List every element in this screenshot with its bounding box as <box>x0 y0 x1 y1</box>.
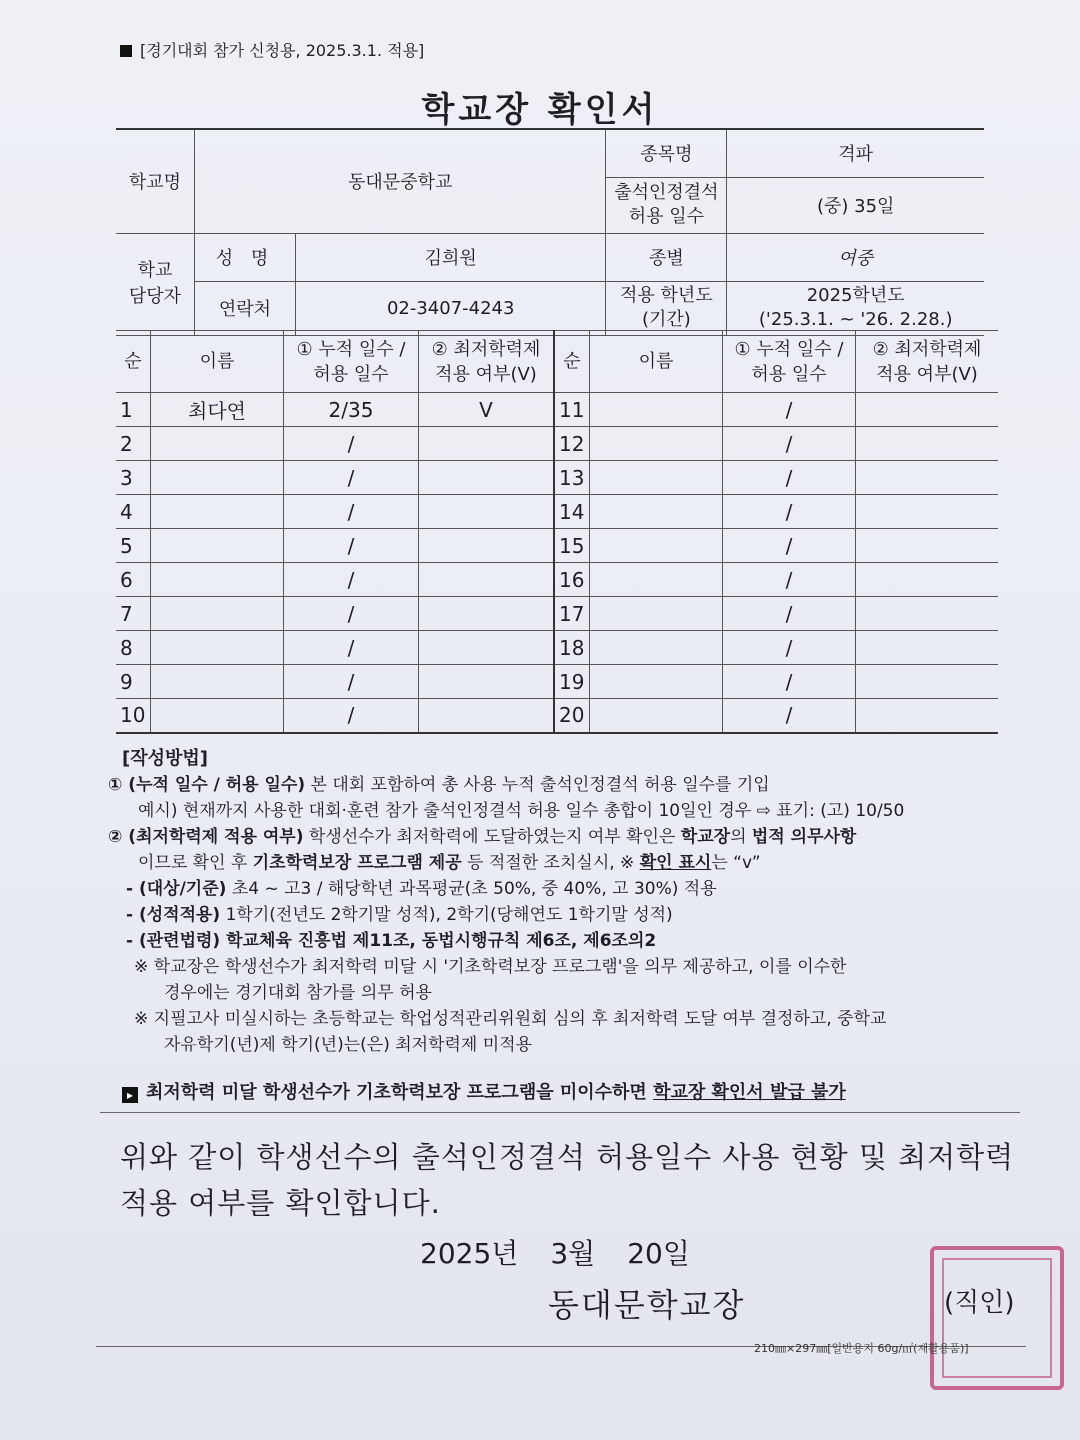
min-standard-cell: V <box>419 393 555 427</box>
year-label: 적용 학년도 (기간) <box>606 281 727 335</box>
days-cell: / <box>723 461 856 495</box>
name-cell <box>590 393 723 427</box>
days-cell: / <box>723 529 856 563</box>
days-cell: / <box>723 495 856 529</box>
roster-table <box>116 330 998 734</box>
category-label: 종별 <box>606 233 727 281</box>
min-standard-cell <box>856 427 999 461</box>
seq-cell: 13 <box>554 461 590 495</box>
note-2-line2: 자유학기(년)제 학기(년)는(은) 최저학력제 미적용 <box>164 1035 533 1055</box>
event-label: 종목명 <box>606 129 727 177</box>
signer-name: 동대문학교장 <box>548 1286 746 1324</box>
min-standard-cell <box>419 563 555 597</box>
min-standard-cell <box>856 529 999 563</box>
seq-cell: 8 <box>116 631 151 665</box>
min-standard-cell <box>856 699 999 733</box>
seq-cell: 6 <box>116 563 151 597</box>
info-table <box>116 128 984 336</box>
event-value: 격파 <box>727 129 984 177</box>
contact-label: 연락처 <box>195 281 296 335</box>
name-header: 이름 <box>151 331 284 393</box>
name-cell <box>590 665 723 699</box>
arrow-box-icon: ▸ <box>122 1087 138 1103</box>
table-row <box>116 699 998 733</box>
min-standard-cell <box>856 563 999 597</box>
min-standard-header: ② 최저학력제 적용 여부(V) <box>419 331 555 393</box>
seq-cell: 18 <box>554 631 590 665</box>
seq-header: 순 <box>116 331 151 393</box>
seq-header: 순 <box>554 331 590 393</box>
name-cell <box>151 665 284 699</box>
seq-cell: 15 <box>554 529 590 563</box>
instruction-laws: - (관련법령) 학교체육 진흥법 제11조, 동법시행규칙 제6조, 제6조의2 <box>126 931 657 951</box>
days-cell: / <box>723 563 856 597</box>
name-cell <box>590 699 723 733</box>
name-cell <box>151 631 284 665</box>
min-standard-cell <box>856 631 999 665</box>
days-header: ① 누적 일수 / 허용 일수 <box>723 331 856 393</box>
name-header: 이름 <box>590 331 723 393</box>
table-row <box>116 631 998 665</box>
form-usage-note: [경기대회 참가 신청용, 2025.3.1. 적용] <box>120 38 424 61</box>
days-cell: / <box>284 631 419 665</box>
note-2: ※ 지필고사 미실시하는 초등학교는 학업성적관리위원회 심의 후 최저학력 도달 여부 결정하고, 중학교 <box>134 1009 887 1029</box>
allowed-days-label: 출석인정결석 허용 일수 <box>606 177 727 233</box>
days-header: ① 누적 일수 / 허용 일수 <box>284 331 419 393</box>
days-cell: / <box>284 529 419 563</box>
min-standard-cell <box>856 393 999 427</box>
instruction-2: ② (최저학력제 적용 여부) 학생선수가 최저학력에 도달하였는지 여부 확인은 학교장의 법적 의무사항 <box>108 827 857 847</box>
seq-cell: 12 <box>554 427 590 461</box>
days-cell: / <box>284 597 419 631</box>
instruction-grades: - (성적적용) 1학기(전년도 2학기말 성적), 2학기(당해연도 1학기말 성적) <box>126 905 673 925</box>
seq-cell: 20 <box>554 699 590 733</box>
seq-cell: 1 <box>116 393 151 427</box>
seq-cell: 9 <box>116 665 151 699</box>
seq-cell: 19 <box>554 665 590 699</box>
name-label: 성 명 <box>195 233 296 281</box>
paper-spec-footnote: 210㎜×297㎜[일반용지 60g/㎡(재활용품)] <box>754 1342 969 1355</box>
confirmation-statement: 위와 같이 학생선수의 출석인정결석 허용일수 사용 현황 및 최저학력 적용 여부를 확인합니다. <box>120 1140 1015 1220</box>
days-cell: / <box>723 699 856 733</box>
name-cell <box>151 529 284 563</box>
min-standard-cell <box>419 495 555 529</box>
writing-instructions <box>108 746 1028 1058</box>
seq-cell: 2 <box>116 427 151 461</box>
days-cell: / <box>723 631 856 665</box>
school-label: 학교명 <box>116 129 195 233</box>
seq-cell: 4 <box>116 495 151 529</box>
black-square-icon <box>120 45 132 57</box>
days-cell: / <box>284 699 419 733</box>
days-cell: / <box>284 563 419 597</box>
name-cell <box>590 427 723 461</box>
min-standard-cell <box>419 597 555 631</box>
category-value: 여중 <box>727 233 984 281</box>
name-cell: 최다연 <box>151 393 284 427</box>
name-cell <box>151 461 284 495</box>
name-cell <box>151 563 284 597</box>
instruction-1: ① (누적 일수 / 허용 일수) 본 대회 포함하여 총 사용 누적 출석인정결석 허용 일수를 기입 <box>108 775 770 795</box>
manager-label: 학교 담당자 <box>116 233 195 335</box>
min-standard-cell <box>419 631 555 665</box>
table-row <box>116 427 998 461</box>
seq-cell: 3 <box>116 461 151 495</box>
table-row <box>116 665 998 699</box>
seq-cell: 14 <box>554 495 590 529</box>
days-cell: / <box>723 393 856 427</box>
instruction-target: - (대상/기준) 초4 ~ 고3 / 해당학년 과목평균(초 50%, 중 40%, 고 30%) 적용 <box>126 879 717 899</box>
seq-cell: 7 <box>116 597 151 631</box>
seq-cell: 11 <box>554 393 590 427</box>
table-row <box>116 495 998 529</box>
seq-cell: 16 <box>554 563 590 597</box>
name-cell <box>151 597 284 631</box>
instruction-2-line2: 이므로 확인 후 기초학력보장 프로그램 제공 등 적절한 조치실시, ※ 확인 표시는 “v” <box>138 853 761 873</box>
seal-label: (직인) <box>944 1288 1015 1318</box>
min-standard-cell <box>856 461 999 495</box>
days-cell: / <box>723 665 856 699</box>
name-cell <box>151 699 284 733</box>
issue-date: 2025년 3월 20일 <box>420 1237 690 1270</box>
days-cell: / <box>284 461 419 495</box>
min-standard-cell <box>419 665 555 699</box>
min-standard-header: ② 최저학력제 적용 여부(V) <box>856 331 999 393</box>
days-cell: / <box>723 427 856 461</box>
divider <box>100 1112 1020 1113</box>
table-row <box>116 597 998 631</box>
days-cell: / <box>284 495 419 529</box>
issuance-notice: ▸ 최저학력 미달 학생선수가 기초학력보장 프로그램을 미이수하면 학교장 확인서 발급 불가 <box>122 1078 846 1104</box>
school-value: 동대문중학교 <box>195 129 606 233</box>
year-value: 2025학년도 ('25.3.1. ~ '26. 2.28.) <box>727 281 984 335</box>
min-standard-cell <box>856 495 999 529</box>
contact-value: 02-3407-4243 <box>296 281 606 335</box>
min-standard-cell <box>856 597 999 631</box>
table-row <box>116 529 998 563</box>
note-1: ※ 학교장은 학생선수가 최저학력 미달 시 '기초학력보장 프로그램'을 의무 제공하고, 이를 이수한 <box>134 957 847 977</box>
table-row <box>116 563 998 597</box>
seq-cell: 10 <box>116 699 151 733</box>
days-cell: / <box>284 427 419 461</box>
days-cell: 2/35 <box>284 393 419 427</box>
seq-cell: 5 <box>116 529 151 563</box>
name-cell <box>151 427 284 461</box>
instruction-1-example: 예시) 현재까지 사용한 대회·훈련 참가 출석인정결석 허용 일수 총합이 10일인 경우 ⇨ 표기: (고) 10/50 <box>138 801 905 821</box>
name-cell <box>590 597 723 631</box>
table-row <box>116 393 998 427</box>
min-standard-cell <box>419 461 555 495</box>
seq-cell: 17 <box>554 597 590 631</box>
name-cell <box>590 563 723 597</box>
note-1-line2: 경우에는 경기대회 참가를 의무 허용 <box>164 983 432 1003</box>
min-standard-cell <box>419 529 555 563</box>
document-title: 학교장 확인서 <box>421 90 659 130</box>
name-cell <box>590 495 723 529</box>
min-standard-cell <box>419 427 555 461</box>
days-cell: / <box>284 665 419 699</box>
table-row <box>116 461 998 495</box>
name-value: 김희원 <box>296 233 606 281</box>
min-standard-cell <box>419 699 555 733</box>
name-cell <box>590 631 723 665</box>
min-standard-cell <box>856 665 999 699</box>
name-cell <box>590 461 723 495</box>
name-cell <box>590 529 723 563</box>
name-cell <box>151 495 284 529</box>
allowed-days-value: (중) 35일 <box>727 177 984 233</box>
instructions-heading: [작성방법] <box>122 748 209 769</box>
days-cell: / <box>723 597 856 631</box>
